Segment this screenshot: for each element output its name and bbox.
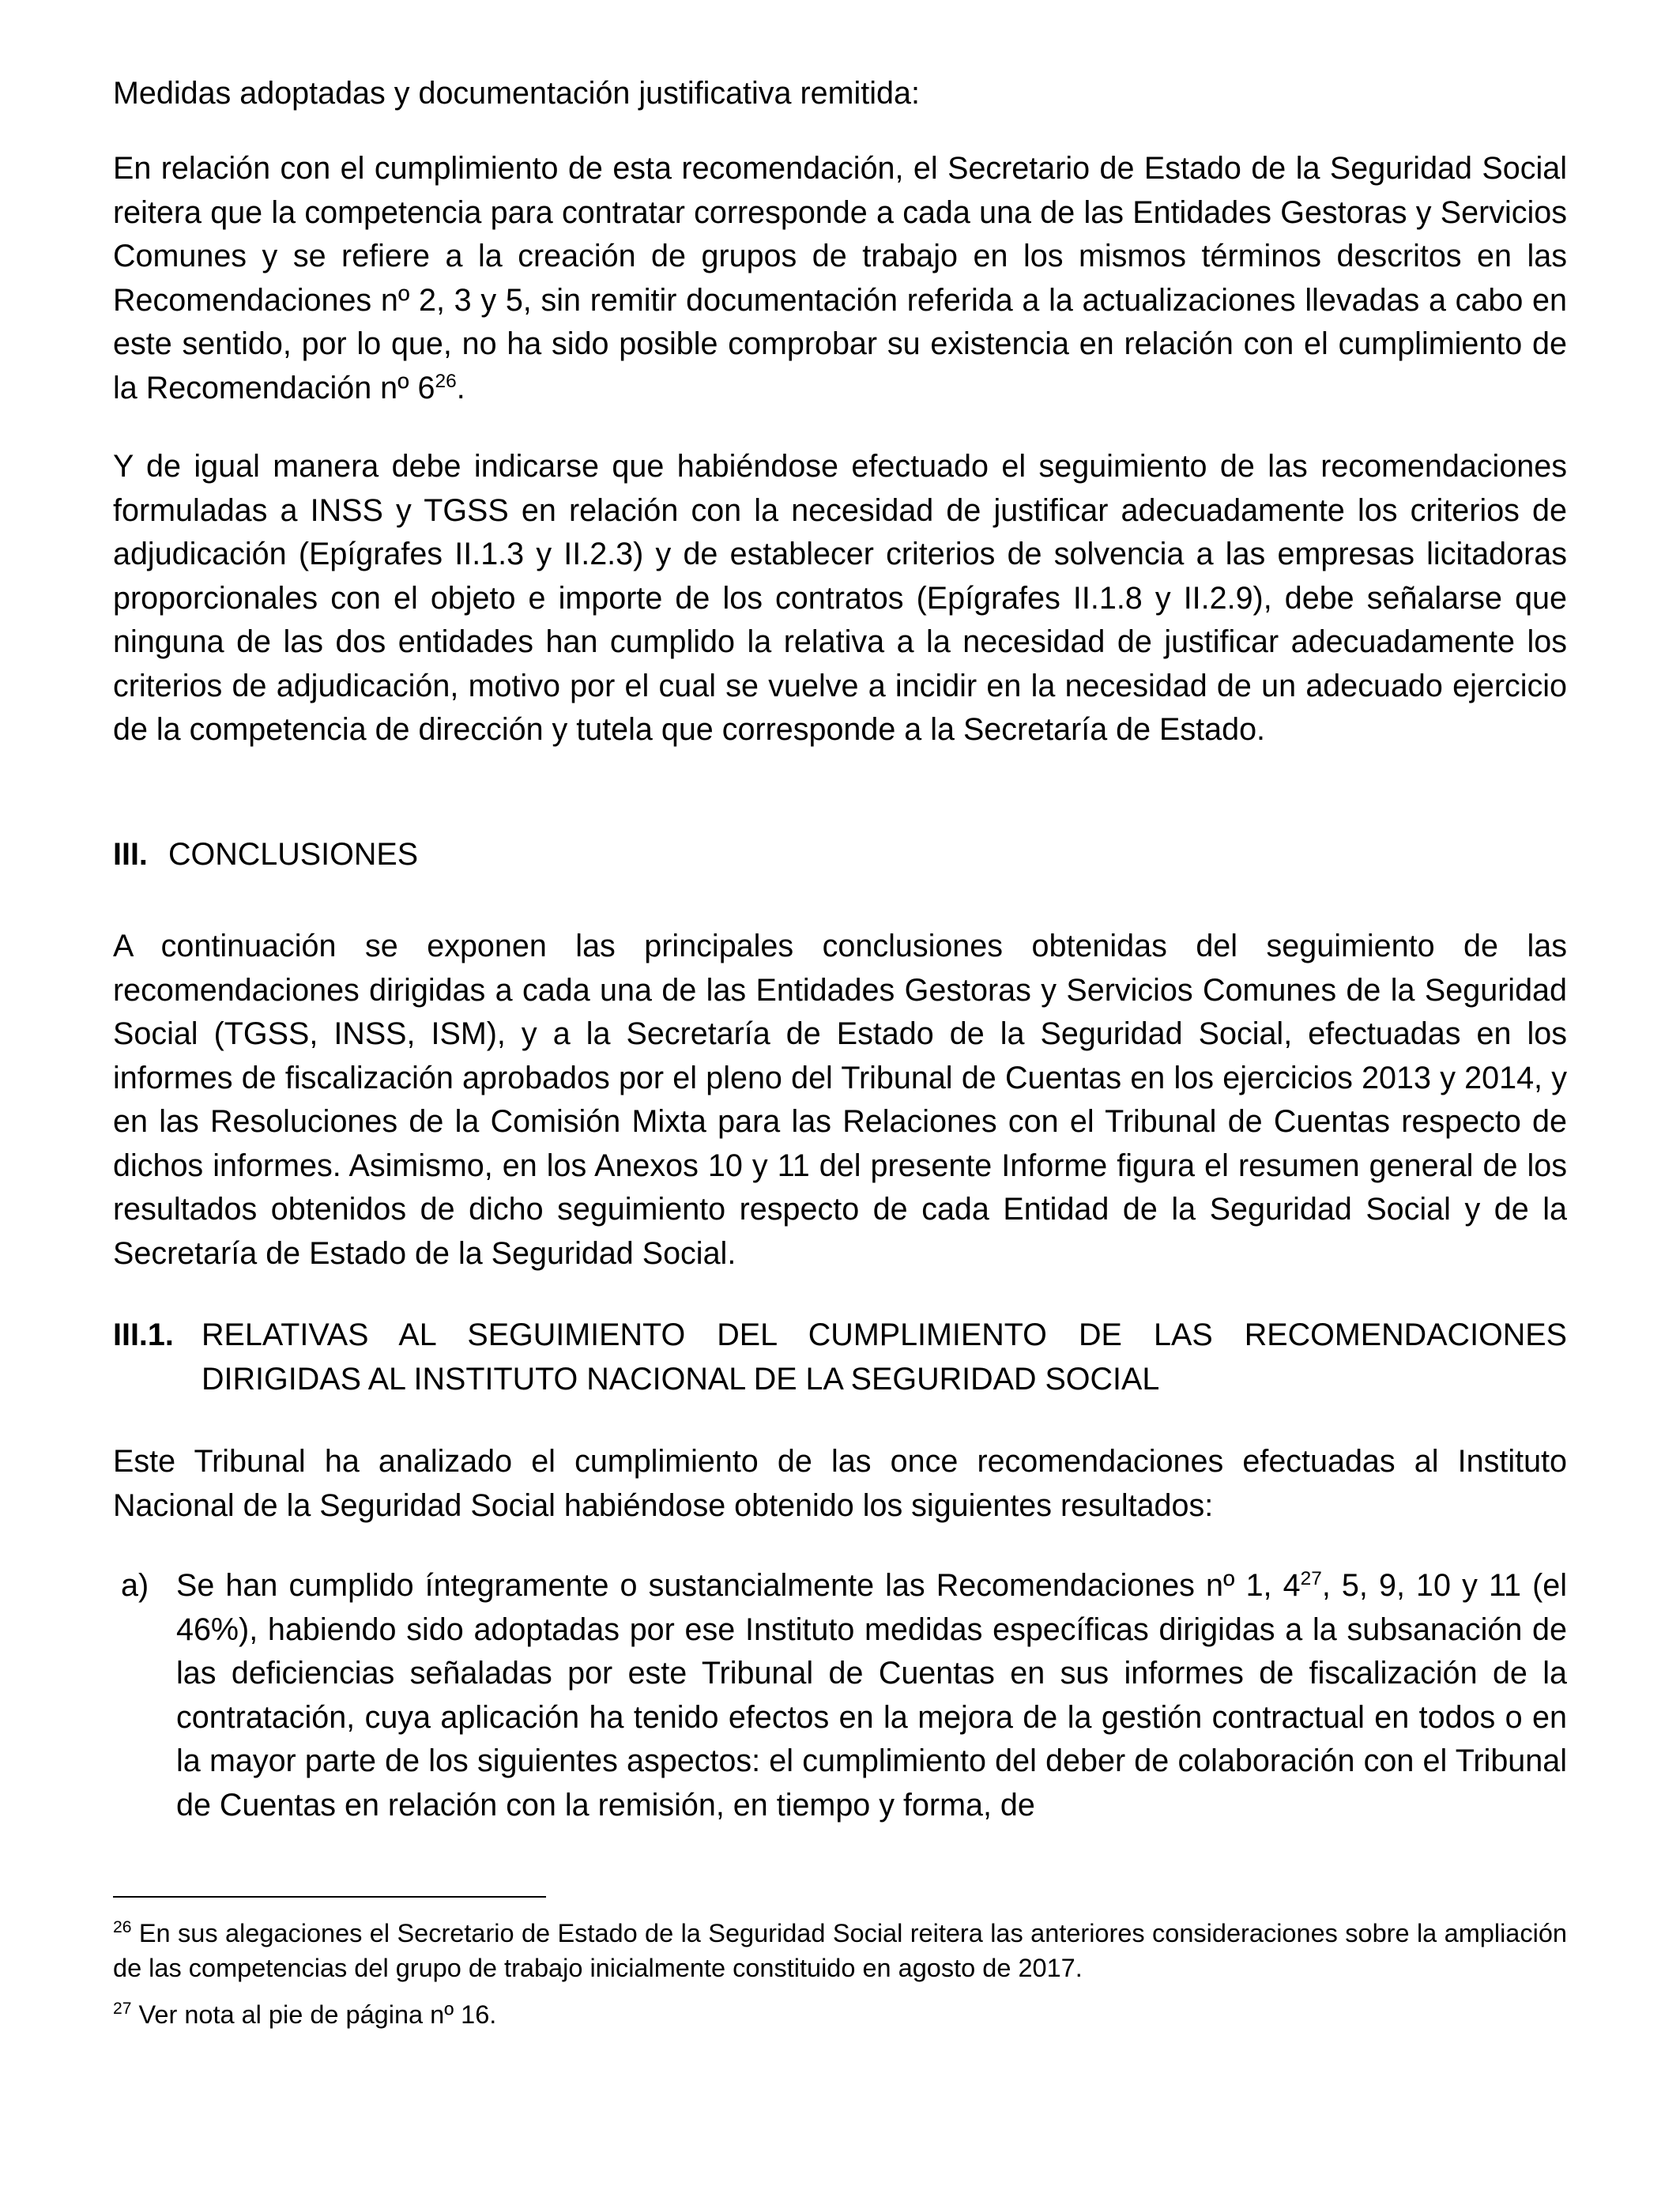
footnote-separator — [113, 1896, 546, 1898]
paragraph-medidas-heading — [113, 72, 1567, 116]
section-heading-conclusiones — [113, 833, 1567, 877]
paragraph-text-main: En relación con el cumplimiento de esta recomendación, el Secretario de Estado de la Seguridad Social reitera que la competencia para contratar corresponde a cada una de las Entidades Gestoras y Servicios Comunes y se refiere a la creación de grupos de trabajo en los mismos términos descritos en las Recomendaciones nº 2, 3 y 5, sin remitir documentación referida a la actualizaciones llevadas a cabo en este sentido, por lo que, no ha sido posible comprobar su existencia en relación con el cumplimiento de la Recomendación nº 6 — [113, 151, 1567, 405]
list-item-text-start: Se han cumplido íntegramente o sustancialmente las Recomendaciones nº 1, 4 — [176, 1568, 1301, 1603]
section-title: RELATIVAS AL SEGUIMIENTO DEL CUMPLIMIENTO DE LAS RECOMENDACIONES DIRIGIDAS AL INSTITUTO NACIONAL DE LA SEGURIDAD SOCIAL — [202, 1318, 1567, 1397]
paragraph-text: A continuación se exponen las principales conclusiones obtenidas del seguimiento de las recomendaciones dirigidas a cada una de las Entidades Gestoras y Servicios Comunes de la Seguridad Social (TGSS, INSS, ISM), y a la Secretaría de Estado de la Seguridad Social, efectuadas en los informes de fiscalización aprobados por el pleno del Tribunal de Cuentas en los ejercicios 2013 y 2014, y en las Resoluciones de la Comisión Mixta para las Relaciones con el Tribunal de Cuentas respecto de dichos informes. Asimismo, en los Anexos 10 y 11 del presente Informe figura el resumen general de los resultados obtenidos de dicho seguimiento respecto de cada Entidad de la Seguridad Social y de la Secretaría de Estado de la Seguridad Social. — [113, 929, 1567, 1271]
paragraph-text: Y de igual manera debe indicarse que habiéndose efectuado el seguimiento de las recomendaciones formuladas a INSS y TGSS en relación con la necesidad de justificar adecuadamente los criterios de adjudicación (Epígrafes II.1.3 y II.2.3) y de establecer criterios de solvencia a las empresas licitadoras proporcionales con el objeto e importe de los contratos (Epígrafes II.1.8 y II.2.9), debe señalarse que ninguna de las dos entidades han cumplido la relativa a la necesidad de justificar adecuadamente los criterios de adjudicación, motivo por el cual se vuelve a incidir en la necesidad de un adecuado ejercicio de la competencia de dirección y tutela que corresponde a la Secretaría de Estado. — [113, 449, 1567, 747]
section-number: III.1. — [113, 1318, 174, 1352]
paragraph-tribunal-analisis — [113, 1440, 1567, 1528]
paragraph-secretario — [113, 147, 1567, 410]
paragraph-inss-tgss — [113, 445, 1567, 752]
footnote-ref-26[interactable]: 26 — [435, 370, 457, 392]
list-item-a — [176, 1564, 1567, 1827]
section-heading-iii1 — [113, 1314, 1567, 1401]
list-item-text-rest: , 5, 9, 10 y 11 (el 46%), habiendo sido adoptadas por ese Instituto medidas específicas dirigidas a la subsanación de las deficiencias señaladas por este Tribunal de Cuentas en sus informes de fiscalización de la contratación, cuya aplicación ha tenido efectos en la mejora de la gestión contractual en todos o en la mayor parte de los siguientes aspectos: el cumplimiento del deber de colaboración con el Tribunal de Cuentas en relación con la remisión, en tiempo y forma, de — [176, 1568, 1567, 1823]
footnote-number: 26 — [113, 1918, 132, 1937]
list-item-label-a: a) — [121, 1568, 149, 1603]
paragraph-text-end: . — [456, 370, 465, 405]
section-number: III. — [113, 837, 148, 872]
footnote-27 — [113, 1997, 1567, 2032]
paragraph-text — [113, 147, 1567, 410]
footnote-ref-27[interactable]: 27 — [1300, 1567, 1322, 1589]
footnote-26 — [113, 1916, 1567, 1985]
paragraph-conclusiones-intro — [113, 925, 1567, 1276]
list-item-text — [176, 1564, 1567, 1827]
footnote-text: En sus alegaciones el Secretario de Estado de la Seguridad Social reitera las anteriores consideraciones sobre la ampliación de las competencias del grupo de trabajo inicialmente constituido en agosto de 2017. — [113, 1919, 1567, 1982]
paragraph-text: Medidas adoptadas y documentación justificativa remitida: — [113, 76, 920, 111]
footnote-number: 27 — [113, 2000, 132, 2019]
section-title: CONCLUSIONES — [168, 837, 419, 872]
footnote-text: Ver nota al pie de página nº 16. — [131, 2000, 497, 2029]
paragraph-text: Este Tribunal ha analizado el cumplimiento de las once recomendaciones efectuadas al Instituto Nacional de la Seguridad Social habiéndose obtenido los siguientes resultados: — [113, 1444, 1567, 1523]
